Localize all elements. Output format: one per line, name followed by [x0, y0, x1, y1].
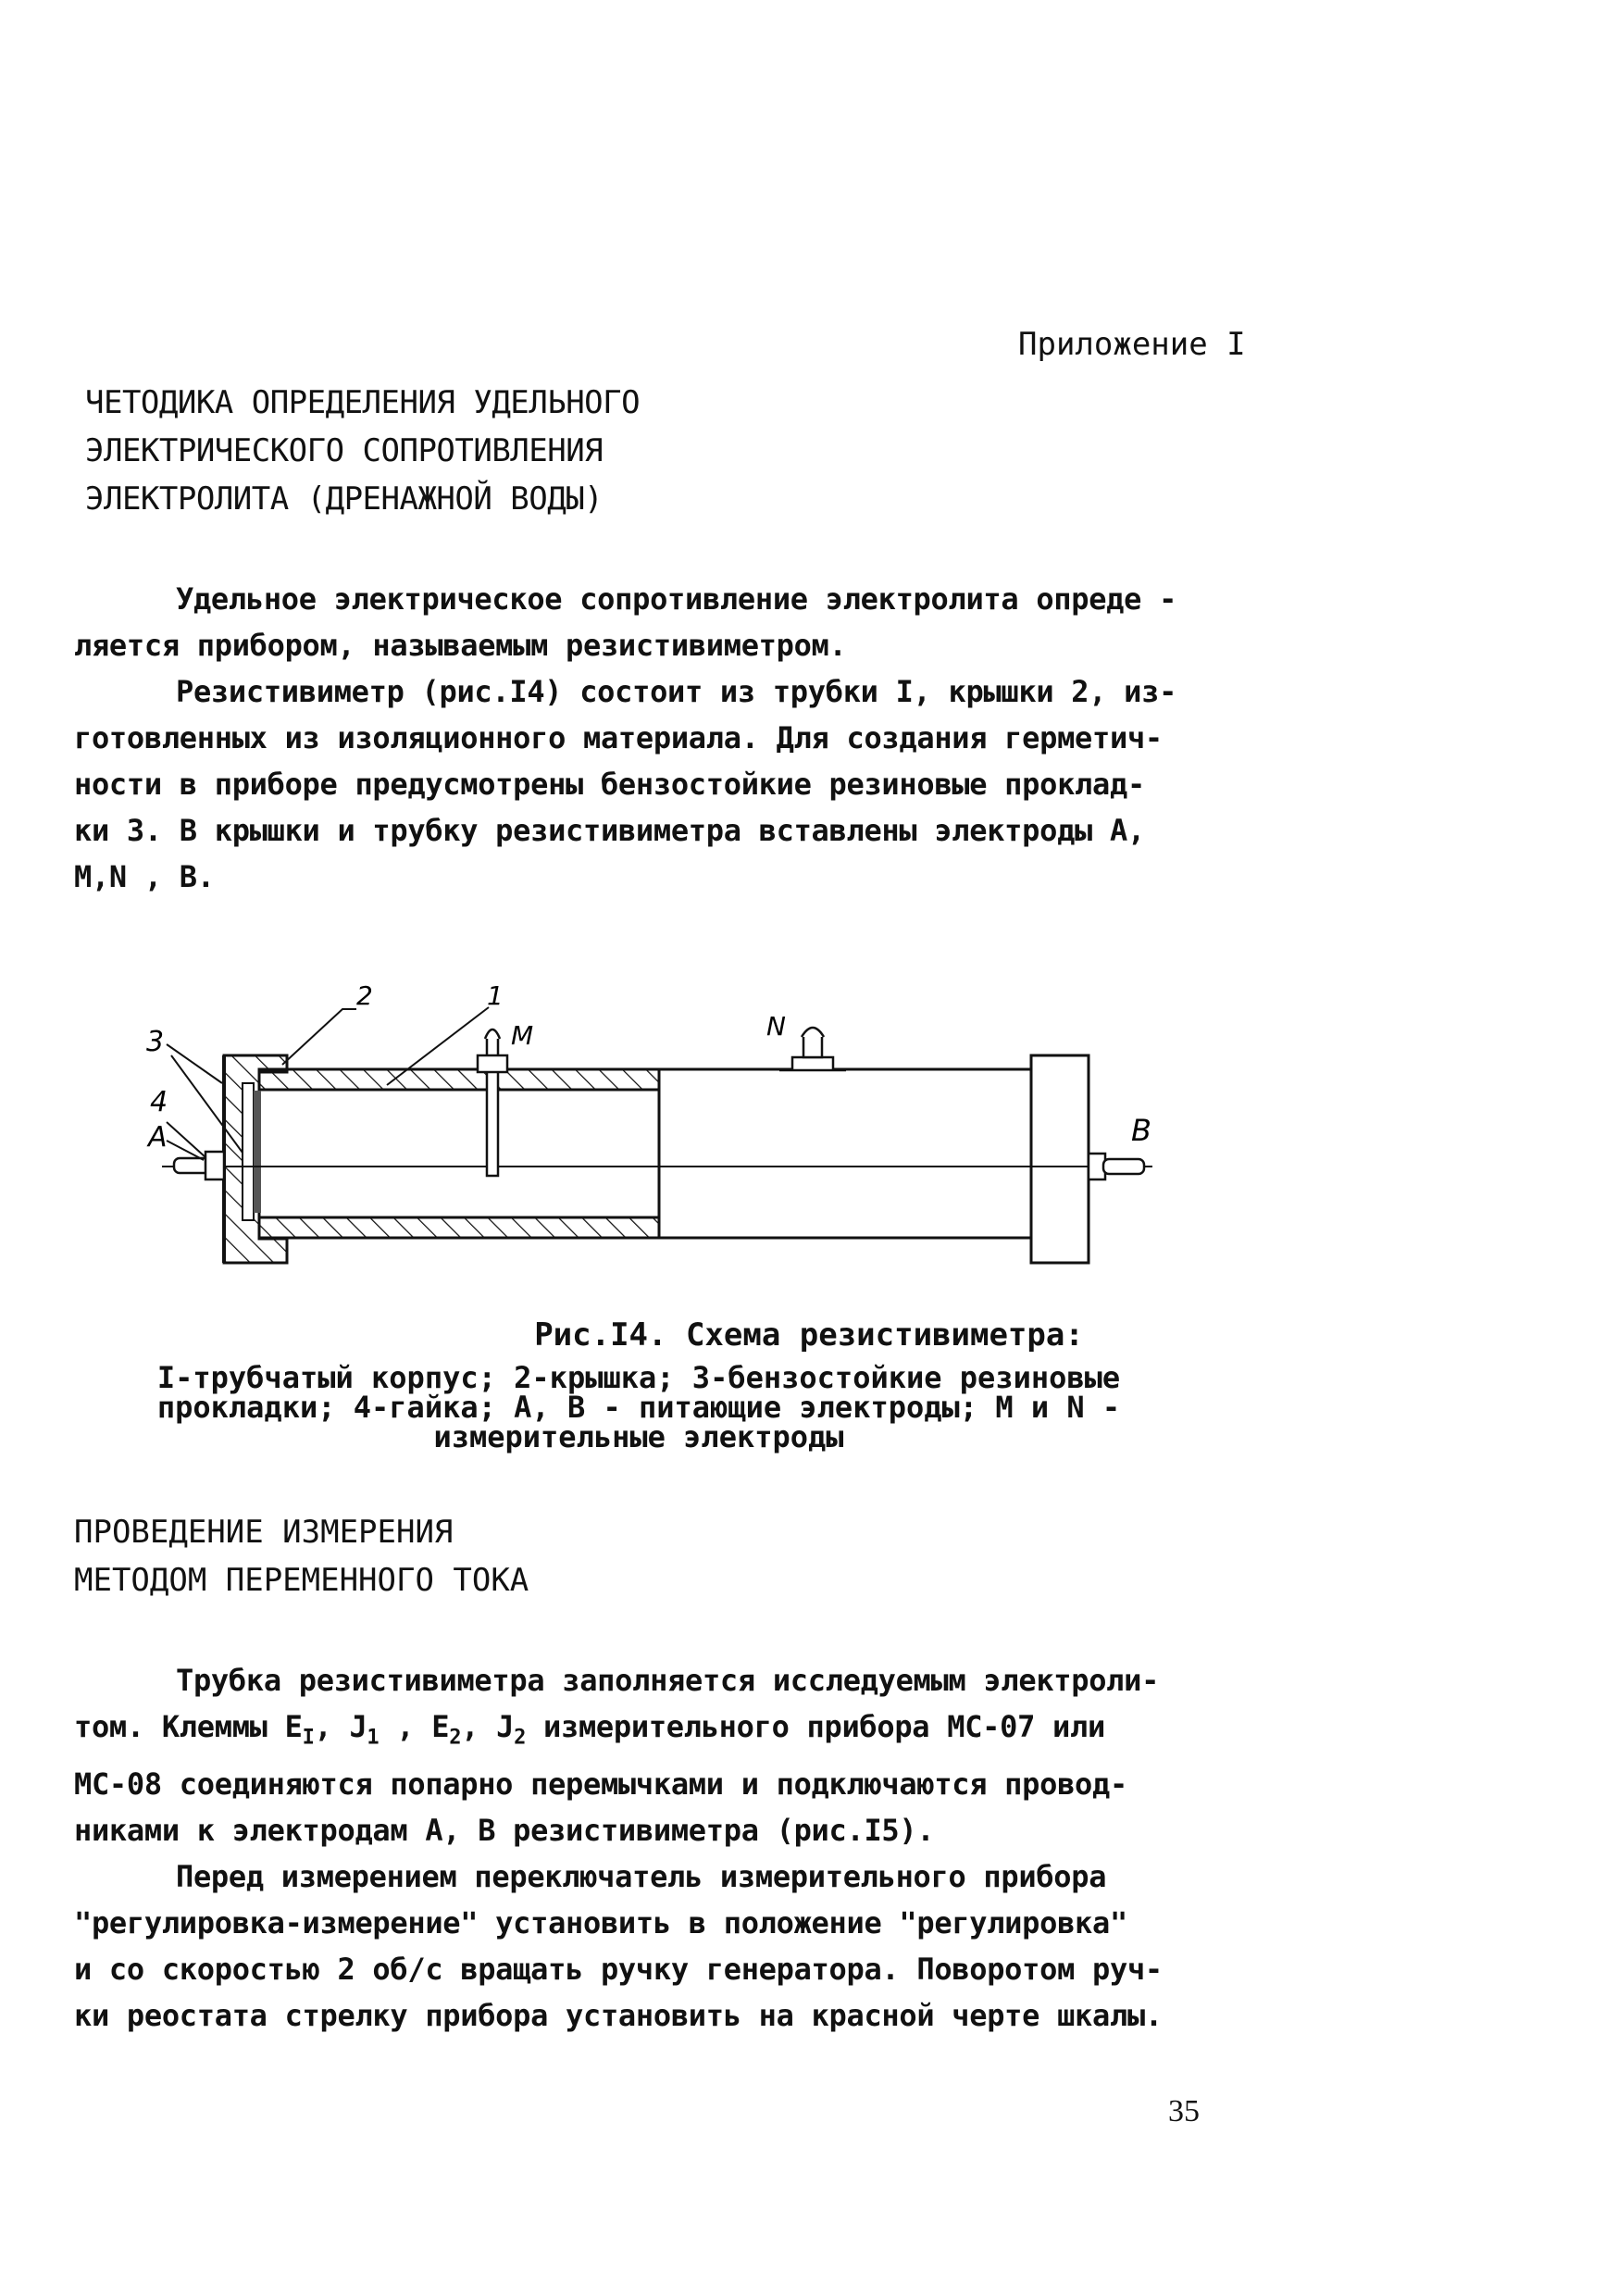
electrode-n	[779, 1028, 846, 1070]
intro-line: Удельное электрическое сопротивление электролита опреде -	[176, 581, 1177, 617]
body-line: МС-08 соединяются попарно перемычками и подключаются провод-	[74, 1766, 1127, 1803]
intro-paragraph	[74, 576, 1250, 900]
electrode-a	[174, 1152, 224, 1179]
page-number: 35	[1168, 2094, 1200, 2128]
intro-line: Резистивиметр (рис.I4) состоит из трубки I, крышки 2, из-	[176, 674, 1177, 709]
figure-caption-body	[102, 1360, 1176, 1454]
body-line: и со скоростью 2 об/с вращать ручку генератора. Поворотом руч-	[74, 1952, 1163, 1988]
intro-line: ности в приборе предусмотрены бензостойкие резиновые проклад-	[74, 767, 1145, 802]
body-line-with-terminals: том. Клеммы $E_I$, $J_1$ , $E_2$, $J_2$ измерительного прибора МС-07 или	[74, 1709, 1105, 1750]
figure-caption-title: Рис.I4. Схема резистивиметра:	[534, 1316, 1084, 1354]
label-a: A	[148, 1121, 168, 1154]
body-paragraph-1	[74, 1657, 1250, 2039]
title-line-2: ЭЛЕКТРИЧЕСКОГО СОПРОТИВЛЕНИЯ	[85, 432, 604, 469]
intro-line: ляется прибором, называемым резистивиметром.	[74, 628, 847, 663]
electrode-m	[478, 1029, 507, 1176]
label-b: B	[1131, 1113, 1151, 1148]
intro-line: готовленных из изоляционного материала. Для создания герметич-	[74, 720, 1163, 755]
label-4: 4	[150, 1086, 168, 1118]
appendix-label: Приложение I	[1018, 326, 1246, 363]
caption-line: измерительные электроды	[433, 1419, 844, 1454]
title-line-3: ЭЛЕКТРОЛИТА (ДРЕНАЖНОЙ ВОДЫ)	[85, 480, 604, 518]
label-m: M	[511, 1020, 534, 1051]
gaskets	[243, 1083, 261, 1220]
body-line: ки реостата стрелку прибора установить на красной черте шкалы.	[74, 1998, 1163, 2034]
label-n: N	[766, 1011, 786, 1042]
tube-body	[259, 1069, 1031, 1238]
electrode-b	[1089, 1154, 1144, 1179]
resistivimeter-diagram	[139, 972, 1176, 1278]
cap-right	[1031, 1055, 1089, 1263]
caption-line: прокладки; 4-гайка; А, В - питающие электроды; М и N -	[156, 1390, 1121, 1425]
title-line-1: ЧЕТОДИКА ОПРЕДЕЛЕНИЯ УДЕЛЬНОГО	[85, 384, 641, 421]
intro-line: М,N , В.	[74, 859, 215, 894]
section-heading-line-2: МЕТОДОМ ПЕРЕМЕННОГО ТОКА	[74, 1562, 529, 1599]
label-1: 1	[487, 980, 504, 1011]
section-heading-line-1: ПРОВЕДЕНИЕ ИЗМЕРЕНИЯ	[74, 1514, 454, 1551]
body-line: Перед измерением переключатель измерительного прибора	[176, 1859, 1107, 1895]
body-line: Трубка резистивиметра заполняется исследуемым электроли-	[176, 1663, 1160, 1698]
caption-line: I-трубчатый корпус; 2-крышка; 3-бензостойкие резиновые	[156, 1360, 1121, 1395]
label-2: 2	[356, 980, 373, 1011]
body-line: никами к электродам А, В резистивиметра (рис.I5).	[74, 1813, 935, 1849]
intro-line: ки 3. В крышки и трубку резистивиметра вставлены электроды А,	[74, 813, 1145, 848]
label-3: 3	[146, 1026, 165, 1058]
body-line: "регулировка-измерение" установить в положение "регулировка"	[74, 1905, 1127, 1941]
